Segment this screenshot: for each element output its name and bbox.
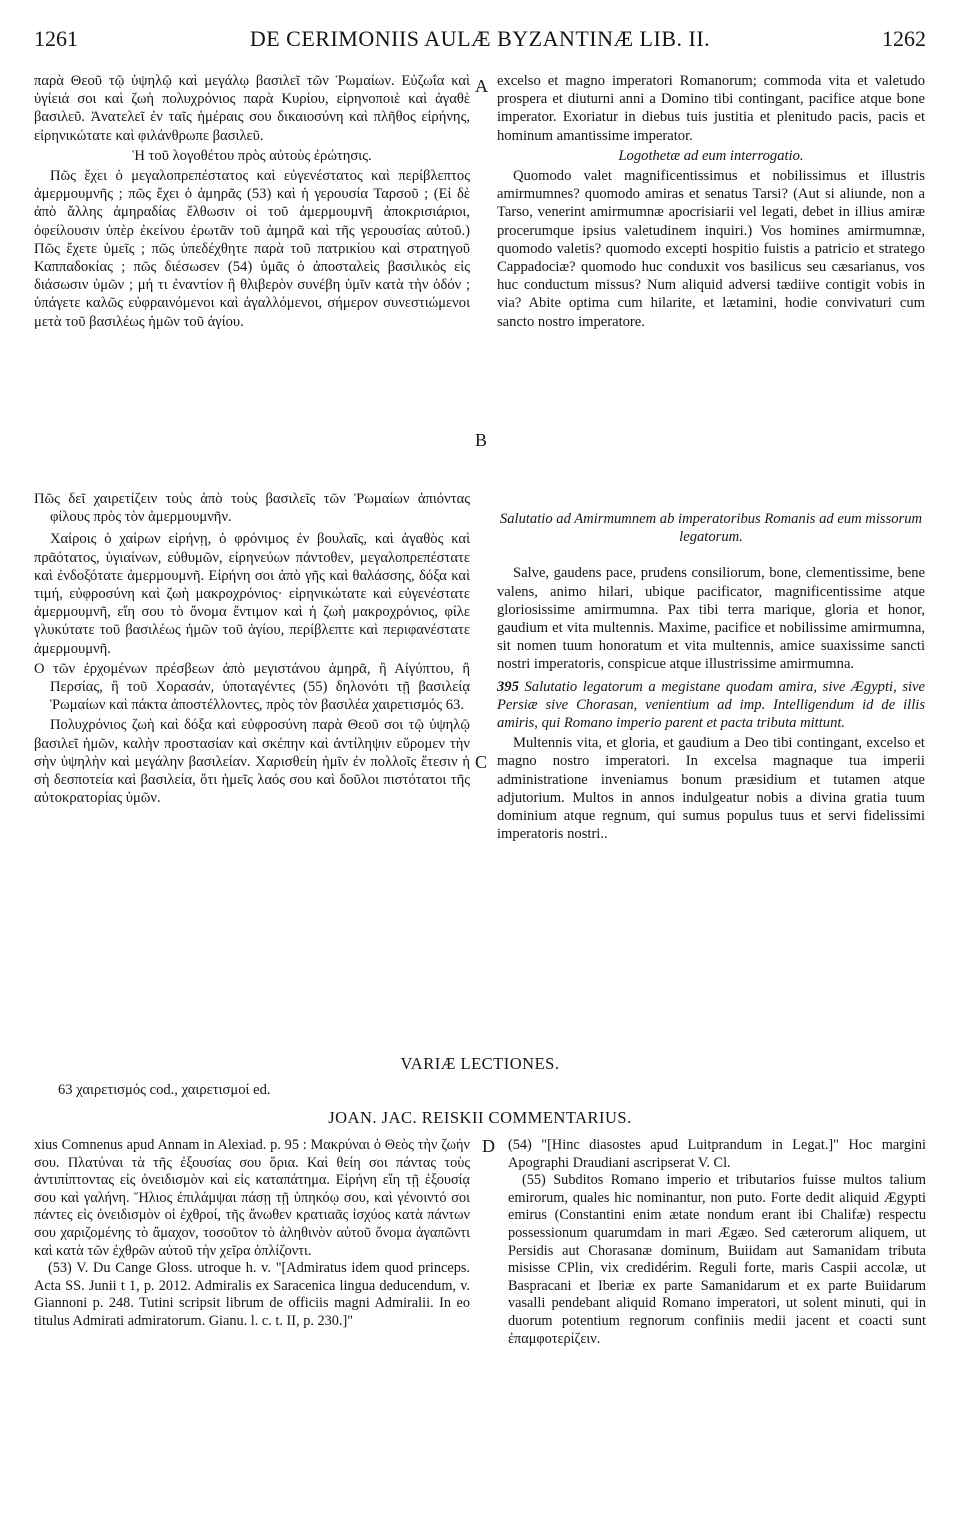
commentary-left-paragraph-1: xius Comnenus apud Annam in Alexiad. p. 95 : Μακρύναι ὁ Θεὸς τὴν ζωήν σου. Πλατύναι τὰ τῆς ἐξουσίας σου ὅρια. Καὶ θείη σοι πάντας τοὺς ἀντιπίπτοντας εἰς ὀνειδισμὸν καὶ εἰς καταπάτημα. Εἰρήνη εἴη τῇ ἐξουσίᾳ σου καὶ γαλήνη. Ἥλιος ἐπιλάμψαι πάσῃ τῇ ὑπηκόῳ σου, καὶ γένοιντό σοι πάντες εἰς ὀνειδισμὸν οἱ ἐχθροί, τῆς ἄνωθεν κρατιαᾶς ἰσχύος κατὰ πάντων σου χαριζομένης τὸ ἄμαχον, τοσοῦτον τὸ ἀληθινὸν αὐτοῦ ὄνομα ἀγαπῶντι καὶ κατὰ τῶν ἐχθρῶν αὐτοῦ τὴν χεῖρα ὁπλίζοντι.	[34, 1137, 470, 1259]
page-number-right: 1262	[882, 26, 926, 51]
margin-marker-a: A	[475, 76, 488, 96]
latin-paragraph-4: Multennis vita, et gloria, et gaudium a Deo tibi contingant, excelso et magno nostro imperatori. In excelsa magnaque tua imperii administratione inveniamus bonum præsidium et tutamen atque adjutorium. Multos in annos indulgeatur nobis a divina gratia tuum dominium atque regnum, qui sumus populus tuus et servi fidelissimi imperatoris nostri..	[497, 735, 925, 843]
greek-paragraph-1: παρὰ Θεοῦ τῷ ὑψηλῷ καὶ μεγάλῳ βασιλεῖ τῶν Ῥωμαίων. Εὐζωΐα καὶ ὑγίειά σοι καὶ ζωὴ πολυχρόνιος παρὰ Κυρίου, εἰρηνοποιὲ καὶ ἀγαθὲ βασιλεῦ. Ἀνατελεῖ ἐν ταῖς ἡμέραις σου δικαιοσύνη καὶ πλῆθος εἰρήνης, εἰρηνικώτατε καὶ φιλάνθρωπε βασιλεῦ.	[34, 73, 470, 144]
latin-heading-envoys-text: Salutatio legatorum a megistane quodam amira, sive Ægypti, sive Persiæ sive Chorasan, venientium ad imp. Intelligendum id de illis amiris, qui Romano imperio parent et pacta tributa mittunt.	[497, 678, 926, 732]
variae-lectiones-title: VARIÆ LECTIONES.	[400, 1054, 560, 1073]
running-title: DE CERIMONIIS AULÆ BYZANTINÆ LIB. II.	[249, 26, 711, 51]
commentary-right-column	[508, 1137, 926, 1348]
margin-marker-d: D	[482, 1136, 495, 1156]
greek-column	[34, 72, 470, 333]
latin-heading-envoys	[497, 678, 925, 733]
margin-marker-c: C	[475, 752, 488, 772]
latin-heading-interrogation: Logothetæ ad eum interrogatio.	[618, 147, 804, 164]
greek-paragraph-4: Πολυχρόνιος ζωὴ καὶ δόξα καὶ εὐφροσύνη παρὰ Θεοῦ σοι τῷ ὑψηλῷ βασιλεῖ ἡμῶν, καλὴν προστασίαν καὶ σκέπην καὶ ἀντίληψιν εὕρομεν τὴν σὴν ὑψηλὴν καὶ μεγάλην βασιλείαν. Χαρισθείη ἡμῖν ἐν πολλοῖς ἔτεσιν ἡ σὴ δεσποτεία καὶ βασιλεία, ὅτι ἡμεῖς λαός σου καὶ δοῦλοι πιστότατοι τῆς αὐτοκρατορίας ὑμῶν.	[34, 717, 470, 807]
latin-paragraph-1: excelso et magno imperatori Romanorum; commoda vita et valetudo prospera et diuturni anni a Domino tibi contingant, pacifice atque bone imperator. Exoriatur in diebus tuis justitia et plenitudo pacis, pacis et hominum amantissime imperator.	[497, 73, 925, 144]
variant-note-63: 63 χαιρετισμός cod., χαιρετισμοί ed.	[58, 1082, 271, 1098]
marginal-number: 395	[497, 678, 519, 695]
running-header	[34, 26, 926, 60]
commentary-note-54: (54) "[Hinc diasostes apud Luitprandum in Legat.]" Hoc margini Apographi Draudiani ascripserat V. Cl.	[508, 1137, 926, 1171]
commentary-note-55: (55) Subditos Romano imperio et tributarios fuisse multos talium emirorum, quales hic nominantur, non puto. Forte dedit aliquid Ægypti emirus (Constantini enim ætate nondum erant ibi Chalifæ) respectu possessionum quarumdam in mari Ægæo. Sed cæterorum aliquem, ut Persidis aut Chorasanæ dominum, Buiidam aut Samanidam tributa misisse CPlin, vix credidérim. Reguli forte, maris Caspii accolæ, ut Baspracani et Iberiæ ex parte Samanidarum et ex parte Buiidarum vasalli pendebant aliquid Romano imperatori, ut solent minuti, qui in duorum potentium regnorum confiniis medii jacent et coacti sunt ἐπαμφοτερίζειν.	[508, 1172, 926, 1347]
latin-column-2	[497, 510, 925, 845]
greek-column-2	[34, 490, 470, 809]
greek-paragraph-2: Πῶς ἔχει ὁ μεγαλοπρεπέστατος καὶ εὐγενέστατος καὶ περίβλεπτος ἀμερμουμνῆς ; πῶς ἔχει ὁ ἀμηρᾶς (53) καὶ ἡ γερουσία Ταρσοῦ ; (Εἰ δὲ ἀπὸ ἄλλης ἀμηραδίας ἔλθωσιν οἱ τοῦ ἀμερμουμνῆ ἀποκρισιάριοι, ὀφείλουσιν ὑπὲρ ἐκείνου ἐρωτᾶν τοῦ ἀμηρᾶ καὶ τῆς γερουσίας αὐτοῦ.) Πῶς ἔχετε ὑμεῖς ; πῶς ὑπεδέχθητε παρὰ τοῦ πατρικίου καὶ στρατηγοῦ Καππαδοκίας ; πῶς διέσωσεν (54) ὑμᾶς ὁ ἀποσταλεὶς βασιλικὸς εἰς διάσωσιν ὑμῶν ; μή τι ἐναντίον ἢ θλιβερὸν συνέβη ὑμῖν κατὰ τὴν ὁδόν ; ὑπάγετε καλῶς εὐφραινόμενοι καὶ ἀγαλλόμενοι, σήμερον συνεστιώμενοι μετὰ τοῦ βασιλέως ἡμῶν τοῦ ἁγίου.	[34, 168, 470, 330]
greek-heading-envoys: Ο τῶν ἐρχομένων πρέσβεων ἀπὸ μεγιστάνου ἀμηρᾶ, ἢ Αἰγύπτου, ἢ Περσίας, ἢ τοῦ Χορασάν, ὑποταγέντες (55) δηλονότι τῇ βασιλείᾳ Ῥωμαίων καὶ πάκτα ἀποστέλλοντες, πρὸς τὸν βασιλέα χαιρετισμός 63.	[34, 660, 470, 714]
latin-heading-salutation: Salutatio ad Amirmumnem ab imperatoribus Romanis ad eum missorum legatorum.	[499, 511, 923, 546]
margin-marker-b: B	[475, 430, 488, 450]
greek-heading-interrogation: Ἡ τοῦ λογοθέτου πρὸς αὐτοὺς ἐρώτησις.	[132, 147, 372, 164]
latin-column	[497, 72, 925, 333]
greek-paragraph-3: Χαίροις ὁ χαίρων εἰρήνῃ, ὁ φρόνιμος ἐν βουλαῖς, καὶ ἀγαθὸς καὶ πρᾶότατος, ὑγιαίνων, εὐθυμῶν, εἰρηνεύων πάντοθεν, μεγαλοπρεπέστατε καὶ ἐνδοξότατε ἀμερμουμνῆ. Εἰρήνη σοι ἀπὸ γῆς καὶ θαλάσσης, δόξα καὶ τιμή, εὐφροσύνη καὶ ζωὴ μακροχρόνιος· εἰρηνικώτατε καὶ εὐγενέστατε ἀμερμουμνῆ, εἴη σου τὸ ὄνομα ἔντιμον καὶ ἡ ζωὴ μακροχρόνιος, φίλε γλυκύτατε τοῦ βασιλέως ἡμῶν τοῦ ἁγίου, περίβλεπτε καὶ περιφανέστατε ἀμερμουμνῆ.	[34, 531, 470, 657]
latin-paragraph-2: Quomodo valet magnificentissimus et nobilissimus et illustris amirmumnes? quomodo amiras et senatus Tarsi? (Aut si aliunde, non a Tarso, venerint amirmumnæ apocrisiarii vel legati, debet in illius amiræ procerumque ipsius valetudinem inquiri.) Vos homines amirmumnæ, quomodo valetis? quomodo excepti hospitio fuistis a patricio et stratego Cappadociæ? quomodo huc conduxit vos basilicus seu cæsarianus, vos huc conductum missus? Num aliquid adversi tædiive contigit vobis in via? Abite optima cum hilarite, et lætamini, hodie convivaturi cum sancto nostro imperatore.	[497, 168, 925, 330]
commentary-note-53: (53) V. Du Cange Gloss. utroque h. v. "[Admiratus idem quod princeps. Acta SS. Junii t 1, p. 2012. Admiralis ex Saracenica lingua deducendum, v. Giannoni p. 248. Tutini scripsit librum de officiis magni Admiralii. In eo titulus Admirati admiratorum. Gianu. l. c. t. II, p. 230.]"	[34, 1260, 470, 1329]
page-number-left: 1261	[34, 26, 78, 51]
commentary-left-column	[34, 1137, 470, 1331]
greek-heading-salutation: Πῶς δεῖ χαιρετίζειν τοὺς ἀπὸ τοὺς βασιλεῖς τῶν Ῥωμαίων ἀπιόντας φίλους πρὸς τὸν ἀμερμουμνῆν.	[34, 491, 470, 526]
latin-paragraph-3: Salve, gaudens pace, prudens consiliorum, bone, clementissime, bene valens, animo hilari, ubique pacificator, magnificentissime atque gloriosissime amirmumna. Pax tibi terra marique, gloria et honor, gaudium et vita multennis. Maxime, pacifice et nobilissime amirmumna, sit nomen tuum honoratum et vita multennis, amice suaxissime sancti nostri imperatoris, conspicue atque illustrissime amirmumna.	[497, 565, 925, 673]
commentary-title: JOAN. JAC. REISKII COMMENTARIUS.	[328, 1108, 632, 1127]
